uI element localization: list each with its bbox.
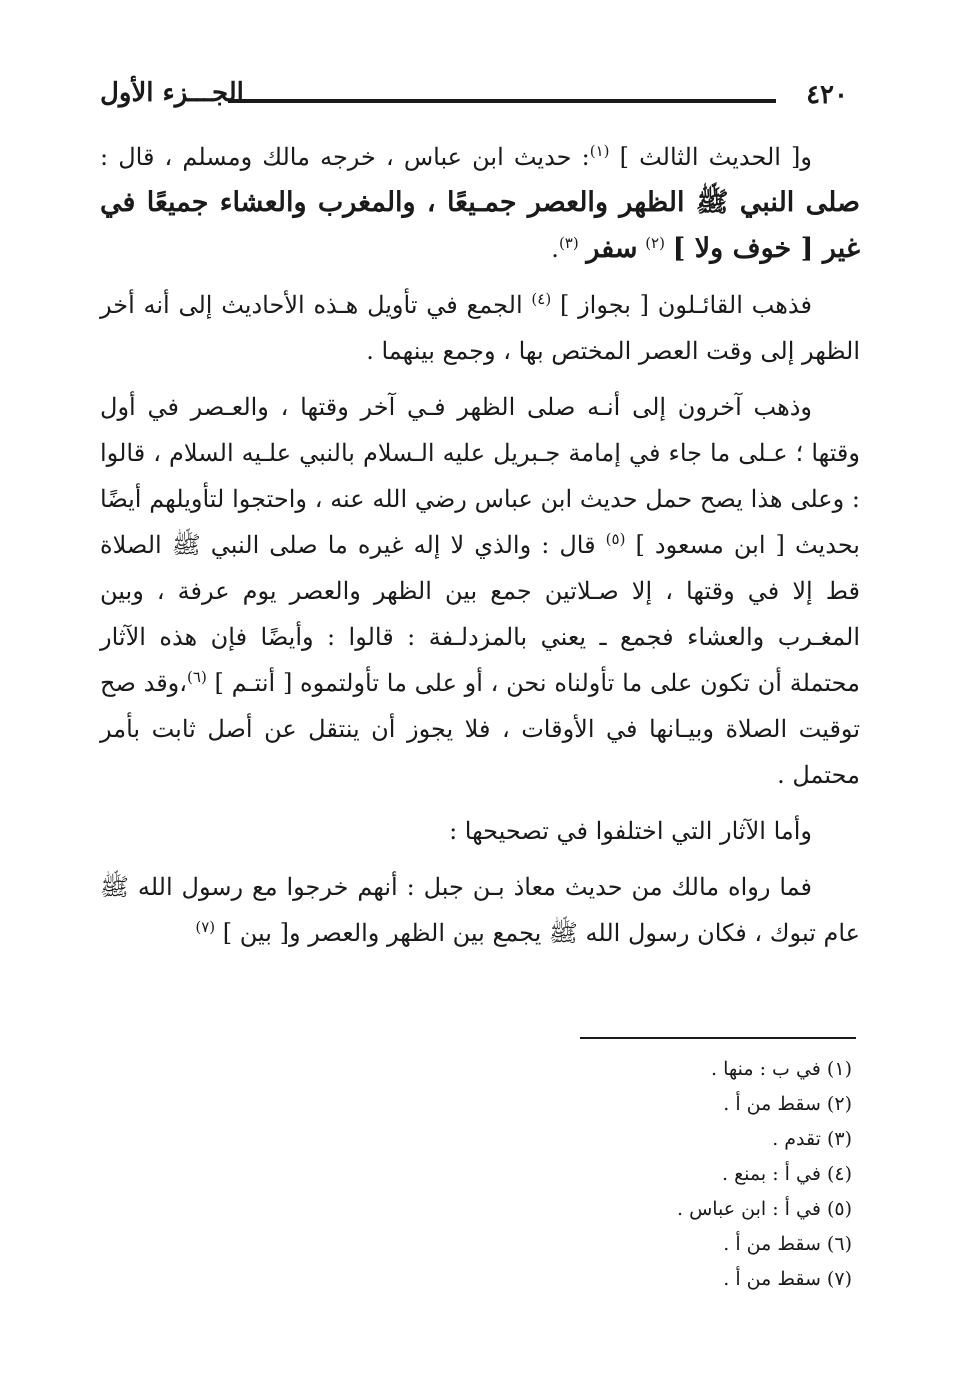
hadith-end-mark: .	[551, 235, 559, 263]
second-opinion-end: ،وقد صح توقيت الصلاة وبيـانها في الأوقات ، فلا يجوز أن ينتقل عن أصل ثابت بأمر محتمل .	[100, 669, 860, 789]
main-text	[100, 134, 860, 966]
footnote-item: (٤) في أ : بمنع .	[721, 1163, 852, 1185]
header-rule	[228, 99, 776, 103]
footnote-item: (٣) تقدم .	[772, 1128, 852, 1150]
footnote-ref-6: (٦)	[187, 668, 207, 686]
first-opinion-start: فذهب القائـلون [ بجواز ]	[559, 291, 812, 319]
footnote-item: (٧) سقط من أ .	[723, 1268, 852, 1290]
first-opinion-rest: الجمع في تأويل هـذه الأحاديث إلى أنه أخر الظهر إلى وقت العصر المختص بها ، وجمع بينهما .	[100, 291, 860, 365]
paragraph-hadith-three	[100, 134, 860, 272]
footnote-item: (١) في ب : منها .	[711, 1058, 852, 1080]
hadith-text-bold-end: سفر	[586, 233, 638, 264]
muadh-hadith-text: فما رواه مالك من حديث معاذ بـن جبل : أنهم خرجوا مع رسول الله ﷺ عام تبوك ، فكان رسول الله ﷺ يجمع بين الظهر والعصر و[ بين ]	[100, 873, 860, 947]
page-header	[100, 74, 856, 118]
hadith-intro: و[ الحديث الثالث ]	[619, 143, 813, 171]
footnote-ref-5: (٥)	[605, 530, 626, 548]
second-opinion-start: وذهب آخرون إلى أنـه صلى الظهر فـي آخر وقتها ، والعـصر في أول وقتها ؛ عـلى ما جاء في إمامة جـبريل عليه الـسلام بالنبي علـيه السلام ، قالوا : وعلى هذا يصح حمل حديث ابن عباس رضي الله عنه ، واحتجوا لتأويلهم أيضًا بحديث [ ابن مسعود ]	[100, 393, 860, 559]
footnote-ref-1: (١)	[589, 142, 610, 160]
footnote-rule	[580, 1037, 856, 1039]
running-title: الجـــزء الأول	[100, 78, 244, 108]
paragraph-disputed-reports	[100, 808, 860, 854]
paragraph-muadh-hadith	[100, 864, 860, 956]
footnote-item: (٥) في أ : ابن عباس .	[676, 1198, 852, 1220]
footnote-item: (٦) سقط من أ .	[723, 1233, 852, 1255]
hadith-text-bold: صلى النبي ﷺ الظهر والعصر جمـيعًا ، والمغرب والعشاء جميعًا في غير [ خوف ولا ]	[100, 187, 860, 264]
footnote-ref-7: (٧)	[195, 918, 216, 936]
page-number: ٤٢٠	[806, 80, 848, 110]
paragraph-second-opinion	[100, 384, 860, 798]
hadith-source: : حديث ابن عباس ، خرجه مالك ومسلم ، قال :	[100, 143, 590, 171]
footnote-ref-2: (٢)	[645, 234, 665, 252]
disputed-reports-text: وأما الآثار التي اختلفوا في تصحيحها :	[449, 817, 812, 845]
footnote-ref-4: (٤)	[531, 290, 552, 308]
footnote-ref-3: (٣)	[558, 234, 579, 252]
paragraph-first-opinion	[100, 282, 860, 374]
second-opinion-middle: قال : والذي لا إله غيره ما صلى النبي ﷺ الصلاة قط إلا في وقتها ، إلا صـلاتين جمع بين الظهر والعصر يوم عرفة ، وبين المغـرب والعشاء فجمع ـ يعني بالمزدلـفة : قالوا : وأيضًا فإن هذه الآثار محتملة أن تكون على ما تأولناه نحن ، أو على ما تأولتموه [ أنتـم ]	[100, 531, 860, 697]
footnote-item: (٢) سقط من أ .	[723, 1093, 852, 1115]
footnotes	[452, 1052, 852, 1297]
